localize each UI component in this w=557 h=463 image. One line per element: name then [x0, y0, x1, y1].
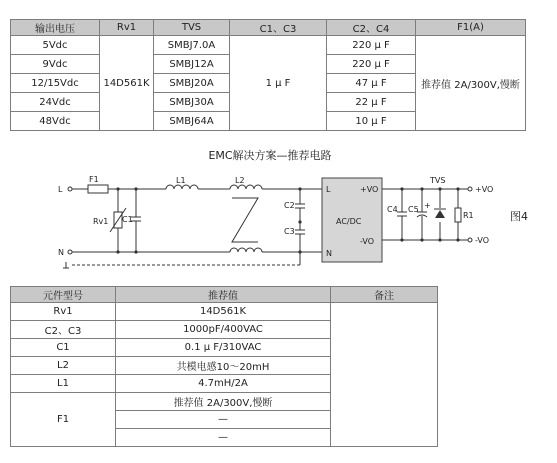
- label-module-l: L: [326, 185, 331, 194]
- label-c2: C2: [284, 201, 295, 210]
- cell-c2c4: 10 μ F: [327, 112, 416, 131]
- label-module-n: N: [326, 249, 332, 258]
- cell-value: 共模电感10～20mH: [116, 357, 331, 375]
- label-l1: L1: [176, 176, 186, 185]
- cell-part: L2: [11, 357, 116, 375]
- cell-rv1: 14D561K: [100, 36, 154, 131]
- label-c5-plus: +: [424, 201, 431, 210]
- label-out-neg: -VO: [475, 236, 490, 245]
- cell-part: L1: [11, 375, 116, 393]
- label-module-vo-pos: +VO: [360, 185, 379, 194]
- label-c1: C1: [122, 215, 133, 224]
- figure-label: 图4: [510, 210, 528, 223]
- cell-tvs: SMBJ12A: [154, 55, 230, 74]
- label-r1: R1: [463, 211, 474, 220]
- label-c3: C3: [284, 227, 295, 236]
- cell-value: 1000pF/400VAC: [116, 321, 331, 339]
- cell-value: —: [116, 411, 331, 429]
- cell-f1: 推荐值 2A/300V,慢断: [416, 36, 526, 131]
- cell-c2c4: 220 μ F: [327, 55, 416, 74]
- cell-part: C1: [11, 339, 116, 357]
- cell-part: Rv1: [11, 303, 116, 321]
- cell-tvs: SMBJ64A: [154, 112, 230, 131]
- col-header: TVS: [154, 20, 230, 36]
- col-header: 推荐值: [116, 287, 331, 303]
- label-l2: L2: [235, 176, 245, 185]
- col-header: 元件型号: [11, 287, 116, 303]
- cell-value: —: [116, 429, 331, 447]
- col-header: F1(A): [416, 20, 526, 36]
- cell-c1c3: 1 μ F: [230, 36, 327, 131]
- col-header: 输出电压: [11, 20, 100, 36]
- cell-part: F1: [11, 393, 116, 447]
- cell-tvs: SMBJ20A: [154, 74, 230, 93]
- cell-voltage: 5Vdc: [11, 36, 100, 55]
- col-header: 备注: [331, 287, 438, 303]
- cell-value: 4.7mH/2A: [116, 375, 331, 393]
- label-module-vo-neg: -VO: [360, 237, 375, 246]
- cell-voltage: 9Vdc: [11, 55, 100, 74]
- cell-voltage: 48Vdc: [11, 112, 100, 131]
- label-module-name: AC/DC: [336, 217, 362, 226]
- label-tvs: TVS: [430, 176, 446, 185]
- label-c5: C5: [408, 205, 419, 214]
- col-header: C2、C4: [327, 20, 416, 36]
- cell-voltage: 24Vdc: [11, 93, 100, 112]
- label-f1: F1: [89, 175, 99, 184]
- cell-tvs: SMBJ7.0A: [154, 36, 230, 55]
- cell-tvs: SMBJ30A: [154, 93, 230, 112]
- cell-remarks: [331, 303, 438, 447]
- label-out-pos: +VO: [475, 185, 494, 194]
- label-n-in: N: [58, 248, 64, 257]
- cell-value: 14D561K: [116, 303, 331, 321]
- cell-voltage: 12/15Vdc: [11, 74, 100, 93]
- label-c4: C4: [387, 205, 398, 214]
- cell-value: 0.1 μ F/310VAC: [116, 339, 331, 357]
- cell-c2c4: 220 μ F: [327, 36, 416, 55]
- component-table: [10, 286, 438, 447]
- cell-value: 推荐值 2A/300V,慢断: [116, 393, 331, 411]
- col-header: Rv1: [100, 20, 154, 36]
- cell-c2c4: 47 μ F: [327, 74, 416, 93]
- label-l-in: L: [58, 185, 63, 194]
- col-header: C1、C3: [230, 20, 327, 36]
- cell-part: C2、C3: [11, 321, 116, 339]
- circuit-title: EMC解决方案—推荐电路: [208, 149, 332, 162]
- label-rv1: Rv1: [93, 217, 109, 226]
- cell-c2c4: 22 μ F: [327, 93, 416, 112]
